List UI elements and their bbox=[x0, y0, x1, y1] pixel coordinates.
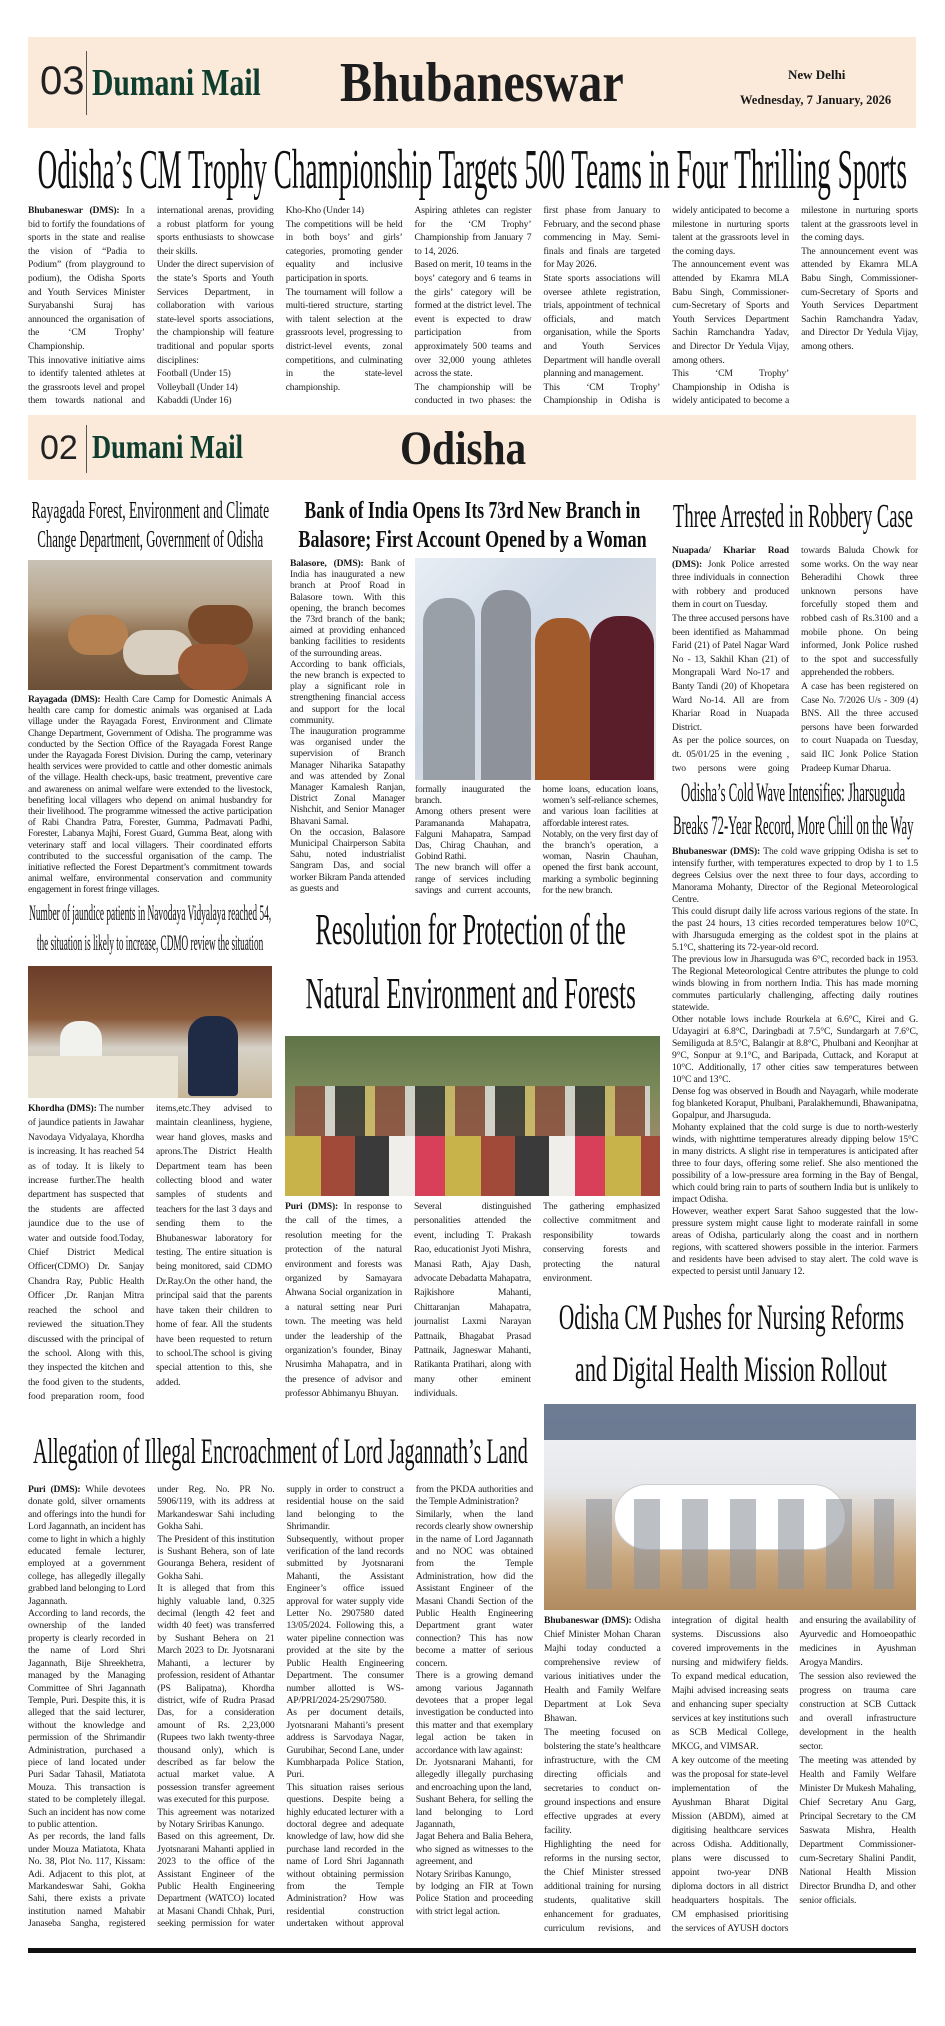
article-paragraph bbox=[157, 1583, 274, 1806]
article-paragraph bbox=[672, 846, 918, 906]
paragraph-text: Notary Sriribas Kanungo, bbox=[415, 1868, 512, 1880]
headline-line: Odisha CM Pushes for Nursing Reforms bbox=[558, 1297, 904, 1337]
article-paragraph bbox=[544, 1726, 661, 1838]
article-paragraph bbox=[290, 558, 405, 659]
paragraph-text: State sports associations will oversee athlete registration, trials, appointment of technical officials, and match organisation, while the Sports and Youth Services Department will handle overall planning and management. bbox=[543, 272, 661, 380]
masthead-page-03 bbox=[28, 37, 916, 128]
article-paragraph bbox=[416, 1869, 533, 1881]
paragraph-text: The tournament will follow a multi-tiered structure, starting with talent selection at the grassroots level, progressing to district-level events, zonal competitions, and culminating in the state-level championship. bbox=[285, 286, 403, 393]
paragraph-text: Football (Under 15) bbox=[156, 368, 231, 380]
paragraph-text: In response to the call of the times, a resolution meeting for the protection of the natural environment and forests was organized by Samayara Ahwana Social organization in a natural setting near Puri town. The meeting was held under the leadership of the organization’s founder, Binay Nrusimha Mahapatra, and in the presence of advisor and professor Abhimanyu Bhuyan. bbox=[285, 1201, 402, 1400]
paragraph-text: The announcement event was attended by Ekamra MLA Babu Singh, Commissioner-cum-Secretary of Sports and Youth Services Department Sachin Ramchandra Yadav, and Director Dr Yedula Vijay, among others. bbox=[801, 245, 918, 352]
brand-name: Dumani Mail bbox=[92, 429, 244, 466]
edition-city: New Delhi bbox=[788, 67, 846, 82]
paragraph-text: As per document details, Jyotsnarani Mahanti’s present address is Sarvodaya Nagar, Gurubihar, Second Lane, under Kumbharpada Police Station, Puri. bbox=[286, 1707, 404, 1781]
paragraph-text: The previous low in Jharsuguda was 6°C, recorded back in 1953. The Regional Meteorological Centre attributes the plunge to cold winds blowing in from northern India. This has made morning commutes particularly challenging, affecting daily routines statewide. bbox=[672, 954, 918, 1013]
paragraph-text: The gathering emphasized collective commitment and responsibility towards conserving forests and protecting the natural environment. bbox=[543, 1201, 660, 1285]
divider bbox=[86, 425, 87, 473]
paragraph-text: This innovative initiative aims to identify talented athletes at the grassroots level and propel them towards national and international arenas, providing a robust platform for young sports enthusiasts to showcase their skills. bbox=[28, 205, 274, 407]
paragraph-text: The competitions will be held in both boys’ and girls’ categories, promoting gender equality and inclusive participation in sports. bbox=[285, 218, 403, 284]
paragraph-text: The number of jaundice patients in Jawahar Navodaya Vidyalaya, Khordha is increasing. It has reached 54 as of today. It is likely to increase further.The health department has suspected that the students are affected jaundice due to the use of water and outside food.Today, Chief District Medical Officer(CDMO) Dr. Sanjay Chandra Ray, Public Health Officer ,Dr. Ranjan Mitra reached the school and reviewed the situation.They discussed with the principal of the school. Along with this, they inspected the kitchen and the food given to the students, food preparation room, food items,etc.They advised to maintain cleanliness, hygiene, wear hand gloves, masks and aprons.The District Health Department team has been collecting blood and water samples of students and teachers for the last 3 days and sending them to the Bhubaneswar laboratory for testing. The entire situation is being monitored, said CDMO Dr.Ray.On the other hand, the principal said that the parents have taken their children to home of fear. All the students have been requested to return to school.The school is giving special attention to this, she added. bbox=[28, 1103, 272, 1403]
headline-bank bbox=[290, 498, 655, 556]
article-sports-body bbox=[28, 204, 918, 408]
article-paragraph bbox=[799, 1754, 916, 1908]
article-paragraph bbox=[672, 954, 918, 1014]
article-paragraph bbox=[414, 1200, 531, 1402]
article-paragraph bbox=[415, 204, 532, 258]
paragraph-text: As per records, the land falls under Mouza Matiatota, Khata No. 38, Plot No. 117, Kissam: Adi. Adjacent to this plot, at Markandeswar Sahi, Gokha Sahi, there exists a private institution named Mahabir Janaseba Sangha, registered under Reg. No. PR No. 5906/119, with its address at Markandeswar Sahi including Gokha Sahi. bbox=[28, 1484, 275, 1930]
article-paragraph bbox=[672, 258, 789, 367]
paragraph-text: While devotees donate gold, silver ornaments and offerings into the hundi for Lord Jagannath, an incident has come to light in which a highly educated female lecturer, employed at a government college, has allegedly illegally grabbed land belonging to Lord Jagannath. bbox=[28, 1484, 146, 1607]
paragraph-text: Highlighting the need for reforms in the nursing sector, the Chief Minister stressed additional training for nursing students, qualitative skill enhancement for graduates, curriculum revisions, and integration of digital health systems. Discussions also covered improvements in the nursing and midwifery fields. To expand medical education, Majhi advised increasing seats and enhancing super specialty services at key institutions such as SCB Medical College, MKCG, and VIMSAR. bbox=[544, 1615, 789, 1934]
paragraph-text: Based on merit, 10 teams in the boys’ category and 6 teams in the girls’ category will be formed at the district level. The event is expected to draw participation from approximately 500 teams and over 32,000 young athletes across the state. bbox=[414, 259, 532, 380]
dateline: Puri (DMS): bbox=[28, 1484, 81, 1495]
article-coldwave-body bbox=[672, 846, 918, 1290]
paragraph-text: Kabaddi (Under 16) bbox=[156, 395, 232, 407]
article-paragraph bbox=[28, 204, 145, 354]
paragraph-text: It is alleged that from this highly valuable land, 0.325 decimal (length 42 feet and width 40 feet) was transferred by Sushant Behera on 21 March 2023 to Dr. Jyotsnarani Mahanti, a lecturer by profession, resident of Athantar (PS Balipatna), Khordha district, wife of Rudra Prasad Das, for a consideration amount of Rs. 2,23,000 (Rupees two lakh twenty-three thousand only), which is described as far below the actual market value. A possession transfer agreement was executed for this purpose. bbox=[157, 1583, 275, 1806]
article-paragraph bbox=[672, 1086, 918, 1122]
article-nursing-body bbox=[544, 1614, 916, 1942]
resolution-column bbox=[414, 1200, 531, 1422]
article-paragraph bbox=[290, 827, 405, 894]
paragraph-text: The three accused persons have been identified as Mahammad Farid (21) of Patel Nagar Ward No - 13, Sakhil Khan (21) of Mongrapali Ward No-17 and Banty Tandi (20) of Khopetara Ward No-14. All are from Khariar Road in Nuapada District. bbox=[672, 612, 789, 733]
paragraph-text: Subsequently, without proper verification of the land records submitted by Jyotsnarani Mahanti, the Assistant Engineer’s office issued approval for water supply vide Letter No. 2907580 dated 13/05/2024. Following this, a water pipeline connection was provided at the site by the Public Health Engineering Department. The consumer number allotted is WS-AP/PRI/2024-25/2907580. bbox=[286, 1533, 404, 1706]
article-paragraph bbox=[543, 1200, 660, 1286]
paragraph-text: This situation raises serious questions. Despite being a highly educated lecturer with a doctoral degree and adequate knowledge of law, how did she purchase land recorded in the name of Lord Shri Jagannath without obtaining permission from the Temple Administration? How was residential construction undertaken without approval from the PKDA authorities and the Temple Administration? bbox=[286, 1484, 533, 1930]
paragraph-text: On the occasion, Balasore Municipal Chairperson Sabita Sahu, noted industrialist Sangram Das, and social worker Bikram Panda attended as guests and bbox=[290, 826, 405, 894]
article-paragraph bbox=[28, 1484, 145, 1608]
headline-line: and Digital Health Mission Rollout bbox=[575, 1349, 887, 1389]
article-paragraph bbox=[157, 381, 274, 395]
article-paragraph bbox=[290, 726, 405, 827]
article-paragraph bbox=[157, 367, 274, 381]
headline-line: Odisha’s Cold Wave Intensifies: Jharsuguda bbox=[680, 778, 906, 807]
article-paragraph bbox=[286, 286, 403, 395]
article-bank-body-left bbox=[290, 558, 405, 898]
paragraph-text: Health Care Camp for Domestic Animals A health care camp for domestic animals was organised at Lada village under the Rayagada Forest, Environment and Climate Change Department, Government of Odisha. The programme was conducted by the Section Office of the Rayagada Forest Range under the Rayagada Forest Division. During the camp, veterinary health services were provided to cattle and other domestic animals of the village. Health check-ups, basic treatment, preventive care and awareness on animal welfare were extended to the livestock, benefiting local villagers who depend on animal husbandry for their livelihood. The programme witnessed the active participation of Rabi Chandra Patra, Forester, Gumma, Padmavati Padhi, Forester, Labanya Majhi, Forest Guard, Gumma Beat, along with veterinary staff and local villagers. Their coordinated efforts contributed to the successful organisation of the camp. The initiative reflected the Forest Department’s commitment towards animal welfare, environmental conservation and community engagement in forest fringe villages. bbox=[28, 694, 272, 896]
paragraph-text: Bank of India has inaugurated a new branch at Proof Road in Balasore town. With this opening, the branch becomes the 73rd branch of the bank; aimed at providing enhanced banking facilities to residents of the surrounding areas. bbox=[290, 558, 405, 659]
article-paragraph bbox=[801, 245, 918, 354]
paragraph-text: Dr. Jyotsnarani Mahanti, for allegedly illegally purchasing and encroaching upon the land, bbox=[415, 1756, 533, 1793]
paragraph-text: Sushant Behera, for selling the land belonging to Lord Jagannath, bbox=[415, 1794, 533, 1830]
article-paragraph bbox=[416, 1794, 533, 1831]
article-paragraph bbox=[28, 694, 272, 896]
paragraph-text: This agreement was notarized by Notary Sriribas Kanungo. bbox=[157, 1806, 275, 1830]
dateline: Bhubaneswar (DMS): bbox=[544, 1615, 632, 1626]
paragraph-text: This could disrupt daily life across various regions of the state. In the past 24 hours, 13 cities recorded temperatures below 10°C, with Jharsuguda emerging as the coldest spot in the plains at 5.1°C, shattering its 72-year-old record. bbox=[672, 906, 918, 953]
paragraph-text: Based on this agreement, Dr. Jyotsnarani Mahanti applied in 2023 to the office of the Assistant Engineer of the Public Health Engineering Department (WATCO) located at Masani Chandi Chhak, Puri, seeking permission for water supply in order to construct a residential house on the said land belonging to the Shrimandir. bbox=[157, 1484, 404, 1930]
paragraph-text: formally inaugurated the branch. bbox=[415, 784, 531, 807]
photo-cdmo-meeting bbox=[28, 966, 272, 1098]
masthead-page-02 bbox=[28, 415, 916, 480]
edition-date: Wednesday, 7 January, 2026 bbox=[740, 93, 892, 107]
article-paragraph bbox=[415, 806, 531, 862]
page-number: 02 bbox=[40, 429, 78, 467]
article-paragraph bbox=[157, 394, 274, 408]
article-allegation-body bbox=[28, 1484, 533, 1942]
paragraph-text: Among others present were Paramananda Mahapatra, Falguni Mahapatra, Sampad Das, Chirag Chauhan, and Gobind Rathi. bbox=[415, 806, 531, 863]
paragraph-text: In a bid to fortify the foundations of sports in the state and realise the vision of “Padia to Podium” (from playground to podium), the Odisha Sports and Youth Services Minister Suryabanshi Suraj has announced the organisation of the ‘CM Trophy’ Championship. bbox=[28, 205, 145, 352]
headline-line: Natural Environment and Forests bbox=[305, 969, 637, 1018]
section-title: Bhubaneswar bbox=[340, 52, 624, 114]
headline-line: Balasore; First Account Opened by a Woman bbox=[298, 527, 647, 553]
paragraph-text: Kho-Kho (Under 14) bbox=[285, 205, 364, 216]
headline-jaundice bbox=[28, 900, 272, 960]
headline-allegation bbox=[28, 1430, 533, 1480]
headline-line: Allegation of Illegal Encroachment of Lord Jagannath’s Land bbox=[33, 1431, 528, 1471]
headline-line: Three Arrested in Robbery Case bbox=[672, 498, 914, 535]
page-bottom-rule bbox=[28, 1948, 916, 1953]
article-paragraph bbox=[287, 1707, 404, 1781]
article-paragraph bbox=[416, 1757, 533, 1794]
paragraph-text: This ‘CM Trophy’ Championship in Odisha is widely anticipated to become a milestone in nurturing sports talent at the grassroots level in the coming days. bbox=[543, 205, 790, 407]
resolution-column bbox=[543, 1200, 660, 1290]
article-paragraph bbox=[416, 1831, 533, 1868]
article-paragraph bbox=[415, 784, 531, 806]
article-paragraph bbox=[672, 1206, 918, 1278]
headline-rayagada bbox=[28, 498, 272, 556]
article-paragraph bbox=[416, 1509, 533, 1670]
article-paragraph bbox=[157, 1807, 274, 1832]
article-paragraph bbox=[799, 1670, 916, 1754]
paragraph-text: A key outcome of the meeting was the proposal for state-level implementation of the Ayushman Bharat Digital Mission (ABDM), aimed at digitising healthcare services across Odisha. Additionally, plans were discussed to appoint two-year DNB diploma doctors in all district headquarters hospitals. The CM emphasised prioritising the services of AYUSH doctors and ensuring the availability of Ayurvedic and Homoeopathic medicines in Ayushman Arogya Mandirs. bbox=[671, 1615, 916, 1934]
photo-group-resolution-meeting bbox=[285, 1036, 660, 1196]
page-number: 03 bbox=[40, 59, 85, 103]
paragraph-text: Jagat Behera and Balia Behera, who signed as witnesses to the agreement, and bbox=[415, 1831, 533, 1868]
dateline: Balasore, (DMS): bbox=[290, 558, 364, 569]
headline-line: Breaks 72-Year Record, More Chill on the Way bbox=[672, 811, 914, 840]
article-paragraph bbox=[672, 1014, 918, 1086]
dateline: Puri (DMS): bbox=[285, 1201, 339, 1212]
paragraph-text: However, weather expert Sarat Sahoo suggested that the low-pressure system might cause light to moderate rainfall in some areas of Odisha, particularly along the coast and in northern regions, with scattered showers possible in the interior. Farmers and residents have been advised to stay alert. The cold wave is expected to persist until January 12. bbox=[672, 1206, 918, 1277]
article-paragraph bbox=[286, 218, 403, 286]
article-paragraph bbox=[416, 1881, 533, 1918]
article-paragraph bbox=[672, 612, 789, 734]
article-paragraph bbox=[28, 1102, 272, 1412]
paragraph-text: Jonk Police arrested three individuals in connection with robbery and produced them in court on Tuesday. bbox=[672, 558, 790, 611]
dateline: Bhubaneswar (DMS): bbox=[28, 205, 120, 216]
article-paragraph bbox=[285, 1200, 402, 1402]
article-paragraph bbox=[672, 1122, 918, 1206]
article-paragraph bbox=[544, 1614, 661, 1726]
dateline: Khordha (DMS): bbox=[28, 1103, 97, 1114]
article-paragraph bbox=[416, 1670, 533, 1757]
dateline: Rayagada (DMS): bbox=[28, 694, 101, 705]
dateline: Nuapada/ Khariar Road (DMS): bbox=[672, 545, 789, 570]
paragraph-text: There is a growing demand among various Jagannath devotees that a proper legal investigation be conducted into this matter and that exemplary legal action be taken in accordance with law against: bbox=[415, 1670, 533, 1756]
paragraph-text: According to land records, the ownership of the landed property is clearly recorded in the name of Lord Shri Jagannath, Bije Shreekhetra, managed by the Managing Committee of Shri Jagannath Temple, Puri. Despite this, it is alleged that the said lecturer, without the knowledge and permission of the Shrimandir Administration, purchased a piece of land located under Puri Sadar Tahasil, Matiatota Mouza. This transaction is stated to be completely illegal. Such an incident has now come to public attention. bbox=[28, 1608, 146, 1830]
paragraph-text: The championship will be conducted in two phases: the first phase from January to February, and the second phase commencing in May. Semi-finals and finals are targeted for May 2026. bbox=[414, 205, 661, 407]
paragraph-text: This ‘CM Trophy’ Championship in Odisha is widely anticipated to become a milestone in nurturing sports talent at the grassroots level in the coming days. bbox=[672, 205, 918, 407]
article-bank-body-right bbox=[415, 784, 658, 898]
paragraph-text: Odisha Chief Minister Mohan Charan Majhi today conducted a comprehensive review of various initiatives under the Health and Family Welfare Department at Lok Seva Bhawan. bbox=[544, 1615, 661, 1724]
paragraph-text: by lodging an FIR at Town Police Station and proceeding with strict legal action. bbox=[415, 1881, 533, 1917]
article-paragraph bbox=[286, 204, 403, 218]
article-robbery-body bbox=[672, 544, 918, 776]
paragraph-text: Notably, on the very first day of the branch’s operation, a woman, Nasrin Chauhan, opened the first bank account, marking a symbolic beginning for the new branch. bbox=[542, 828, 658, 896]
paragraph-text: Several distinguished personalities attended the event, including T. Prakash Rao, educationist Jyoti Mishra, Manasi Rath, Ajay Dash, advocate Debadatta Mahapatra, Rajkishore Mahanti, Chittaranjan Mahapatra, journalist Laxmi Narayan Pattnaik, Bhagabat Prasad Pattnaik, Jagneswar Mahanti, Ratikanta Pratihari, along with many other eminent individuals. bbox=[414, 1201, 531, 1400]
headline-line: Bank of India Opens Its 73rd New Branch in bbox=[304, 498, 641, 524]
headline-line: Change Department, Government of Odisha bbox=[37, 527, 263, 553]
paragraph-text: The announcement event was attended by Ekamra MLA Babu Singh, Commissioner-cum-Secretary of Sports and Youth Services Department Sachin Ramchandra Yadav, and Director Dr Yedula Vijay, among others. bbox=[672, 259, 790, 366]
paragraph-text: The President of this institution is Sushant Behera, son of late Gouranga Behera, resident of Gokha Sahi. bbox=[157, 1533, 275, 1582]
paragraph-text: As per the police sources, on dt. 05/01/25 in the evening , two persons were going towards Baluda Chowk for some works. On the way near Beheradihi Chowk three unknown persons have forcefully stoped them and robbed cash of Rs.3100 and a mobile phone. On being informed, Jonk Police rushed to the spot and successfully apprehended the robbers. bbox=[672, 545, 918, 774]
article-paragraph bbox=[801, 680, 918, 775]
paragraph-text: The meeting was attended by Health and Family Welfare Minister Dr Mukesh Mahaling, Chief Secretary Anu Garg, Principal Secretary to the CM Saswata Mishra, Health Department Commissioner-cum-Secretary Shalini Pandit, National Health Mission Director Brundha D, and other senior officials. bbox=[799, 1755, 916, 1906]
paragraph-text: Volleyball (Under 14) bbox=[156, 381, 238, 393]
article-paragraph bbox=[672, 906, 918, 954]
headline-line: the situation is likely to increase, CDMO review the situation bbox=[36, 930, 264, 955]
article-paragraph bbox=[290, 659, 405, 726]
article-paragraph bbox=[543, 829, 659, 896]
resolution-column bbox=[285, 1200, 402, 1422]
headline-line: Rayagada Forest, Environment and Climate bbox=[31, 498, 269, 524]
brand-name: Dumani Mail bbox=[92, 62, 261, 104]
photo-bank-inauguration bbox=[415, 558, 656, 780]
article-paragraph bbox=[157, 258, 274, 367]
article-paragraph bbox=[157, 1534, 274, 1584]
paragraph-text: The cold wave gripping Odisha is set to intensify further, with temperatures expected to drop by 1 to 1.5 degrees Celsius over the next three to four days, according to Manorama Mohanty, Director of the Regional Meteorological Centre. bbox=[672, 846, 918, 905]
paragraph-text: The meeting focused on bolstering the state’s healthcare infrastructure, with the CM directing officials and secretaries to conduct on-ground inspections and ensure effective upgrades at every facility. bbox=[544, 1727, 661, 1836]
paragraph-text: Similarly, when the land records clearly show ownership in the name of Lord Jagannath and no NOC was obtained from the Temple Administration, how did the Assistant Engineer of the Masani Chandi Section of the Public Health Engineering Department grant water connection? This has now become a matter of serious concern. bbox=[415, 1508, 533, 1669]
section-title: Odisha bbox=[400, 422, 527, 475]
divider bbox=[86, 51, 87, 115]
article-paragraph bbox=[543, 272, 660, 381]
headline-line: Number of jaundice patients in Navodaya Vidyalaya reached 54, bbox=[28, 900, 272, 925]
paragraph-text: Dense fog was observed in Boudh and Nayagarh, while moderate fog blanketed Koraput, Phulbani, Paralakhemundi, Bhawanipatna, Gopalpur, and Jharsuguda. bbox=[672, 1086, 918, 1121]
photo-cattle-health-camp bbox=[28, 560, 272, 690]
article-jaundice-body bbox=[28, 1102, 272, 1412]
dateline: Bhubaneswar (DMS): bbox=[672, 846, 761, 857]
headline-line: Resolution for Protection of the bbox=[315, 905, 627, 954]
article-paragraph bbox=[287, 1534, 404, 1708]
paragraph-text: According to bank officials, the new branch is expected to play a significant role in strengthening financial access and support for the local community. bbox=[290, 658, 405, 726]
paragraph-text: The session also reviewed the progress on trauma care construction at SCB Cuttack and overall infrastructure development in the health sector. bbox=[799, 1671, 916, 1752]
paragraph-text: The new branch will offer a range of services including savings and current accounts, home loans, education loans, women’s self-reliance schemes, and various loan facilities at affordable interest rates. bbox=[415, 784, 658, 896]
headline-sports bbox=[28, 138, 916, 200]
paragraph-text: Under the direct supervision of the state’s Sports and Youth Services Department, in collaboration with various state-level sports associations, the championship will feature traditional and popular sports disciplines: bbox=[156, 259, 274, 366]
headline-coldwave bbox=[668, 778, 918, 844]
headline-robbery bbox=[668, 498, 918, 540]
article-paragraph bbox=[28, 1608, 145, 1831]
article-paragraph bbox=[415, 258, 532, 380]
paragraph-text: Aspiring athletes can register for the ‘CM Trophy’ Championship from January 7 to 14, 2026. bbox=[414, 205, 532, 257]
paragraph-text: Mohanty explained that the cold surge is due to north-westerly winds, with nighttime temperatures already dipping below 15°C in many districts. A slight rise in temperatures is anticipated after three to four days, offering some relief. She also mentioned the possibility of a low-pressure area forming in the Bay of Bengal, which could bring rain to parts of southern India but is unlikely to impact Odisha. bbox=[672, 1122, 918, 1205]
paragraph-text: Other notable lows include Rourkela at 6.6°C, Kirei and G. Udayagiri at 6.8°C, Daringbadi at 7.5°C, Sundargarh at 7.6°C, Semiliguda at 8.5°C, Balangir at 8.8°C, Phulbani and Keonjhar at 9°C, Sonpur at 9.1°C, and Baripada, Cuttack, and Koraput at 10°C. Additionally, 17 other cities saw temperatures between 10°C and 13°C. bbox=[672, 1014, 918, 1085]
headline-nursing bbox=[544, 1296, 918, 1400]
paragraph-text: The inauguration programme was organised under the supervision of Branch Manager Niharika Satapathy and was attended by Zonal Manager Kamalesh Ranjan, District Zonal Manager Nishchit, and Senior Manager Bhavani Samal. bbox=[290, 726, 405, 827]
headline-line: Odisha’s CM Trophy Championship Targets 500 Teams in Four Thrilling Sports bbox=[37, 139, 907, 201]
article-rayagada-body bbox=[28, 694, 272, 896]
article-paragraph bbox=[672, 544, 789, 612]
photo-health-review-meeting bbox=[544, 1404, 916, 1610]
paragraph-text: A case has been registered on Case No. 7/2026 U/s - 309 (4) BNS. All the three accused persons have been forwarded to court Nuapada on Tuesday, said IIC Jonk Police Station Pradeep Kumar Dharua. bbox=[801, 680, 918, 774]
headline-resolution bbox=[285, 904, 657, 1032]
